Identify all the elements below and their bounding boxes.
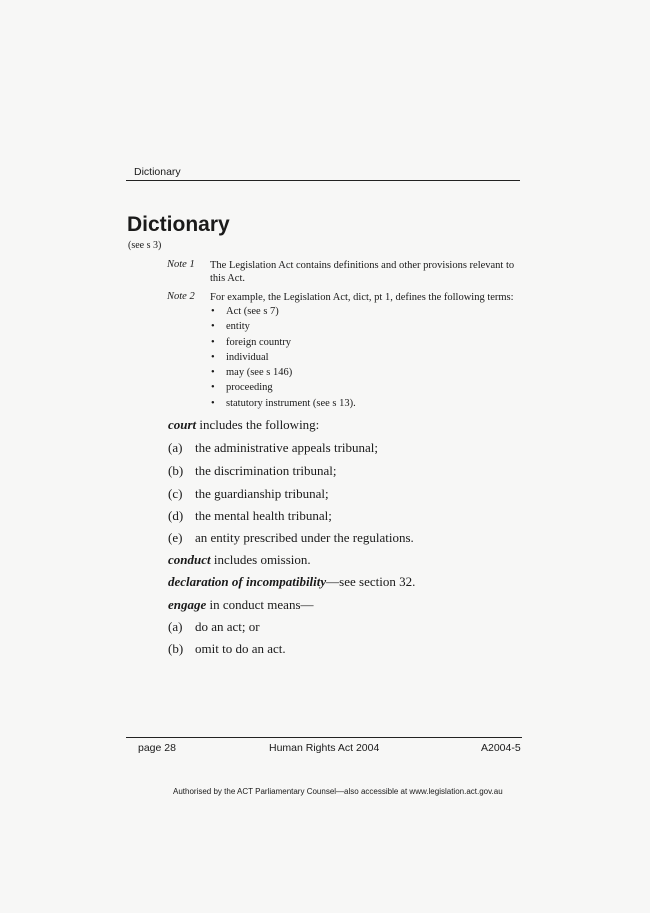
- bullet-icon: •: [211, 306, 215, 317]
- running-head: Dictionary: [134, 166, 181, 178]
- court-item-a-text: the administrative appeals tribunal;: [195, 440, 379, 455]
- court-item-c-text: the guardianship tribunal;: [195, 486, 329, 501]
- bullet-icon: •: [211, 351, 215, 363]
- defined-term: declaration of incompatibility: [168, 574, 327, 589]
- list-item: • Act (see s 7): [211, 306, 279, 317]
- definition-declaration-of-incompatibility: declaration of incompatibility—see section 32.: [168, 574, 416, 589]
- engage-item-a-text: do an act; or: [195, 619, 260, 634]
- list-item: • foreign country: [211, 336, 292, 348]
- engage-item-b-text: omit to do an act.: [195, 641, 286, 656]
- engage-item-b-label: (b): [168, 641, 184, 656]
- engage-item-a-label: (a): [168, 619, 183, 634]
- court-item-b-text: the discrimination tribunal;: [195, 463, 337, 478]
- act-title: Human Rights Act 2004: [269, 742, 380, 754]
- header-rule: [126, 180, 520, 181]
- court-item-e-text: an entity prescribed under the regulations.: [195, 530, 414, 545]
- court-item-d-text: the mental health tribunal;: [195, 508, 332, 523]
- court-item-d-label: (d): [168, 508, 184, 523]
- definition-engage: engage in conduct means—: [168, 597, 314, 612]
- court-item-c-label: (c): [168, 486, 183, 501]
- page-number: page 28: [138, 742, 176, 754]
- bullet-icon: •: [211, 367, 215, 379]
- note-2-term-list: [210, 306, 356, 413]
- note-1-label: Note 1: [167, 259, 195, 270]
- act-code: A2004-5: [481, 742, 521, 754]
- bullet-icon: •: [211, 382, 215, 394]
- authorisation-notice: Authorised by the ACT Parliamentary Counsel—also accessible at www.legislation.act.gov.au: [173, 787, 503, 796]
- list-item: • may (see s 146): [211, 367, 293, 379]
- defined-term: engage: [168, 597, 207, 612]
- court-item-b-label: (b): [168, 463, 184, 478]
- bullet-icon: •: [211, 336, 215, 348]
- list-item: • statutory instrument (see s 13).: [211, 397, 356, 409]
- note-2-label: Note 2: [167, 291, 195, 302]
- definition-conduct: conduct includes omission.: [168, 552, 311, 567]
- definition-court: court includes the following:: [168, 417, 320, 432]
- note-1-text: The Legislation Act contains definitions and other provisions relevant to this Act.: [210, 260, 515, 284]
- bullet-icon: •: [211, 321, 215, 333]
- list-item: • proceeding: [211, 382, 273, 394]
- bullet-icon: •: [211, 397, 215, 409]
- list-item: • individual: [211, 351, 269, 363]
- list-item: • entity: [211, 321, 250, 333]
- court-item-e-label: (e): [168, 530, 183, 545]
- defined-term: court: [168, 417, 197, 432]
- see-reference: (see s 3): [128, 240, 162, 251]
- note-2-text: For example, the Legislation Act, dict, pt 1, defines the following terms:: [210, 292, 514, 303]
- page-title: Dictionary: [127, 213, 230, 236]
- court-item-a-label: (a): [168, 440, 183, 455]
- defined-term: conduct: [168, 552, 211, 567]
- footer-rule: [126, 737, 522, 738]
